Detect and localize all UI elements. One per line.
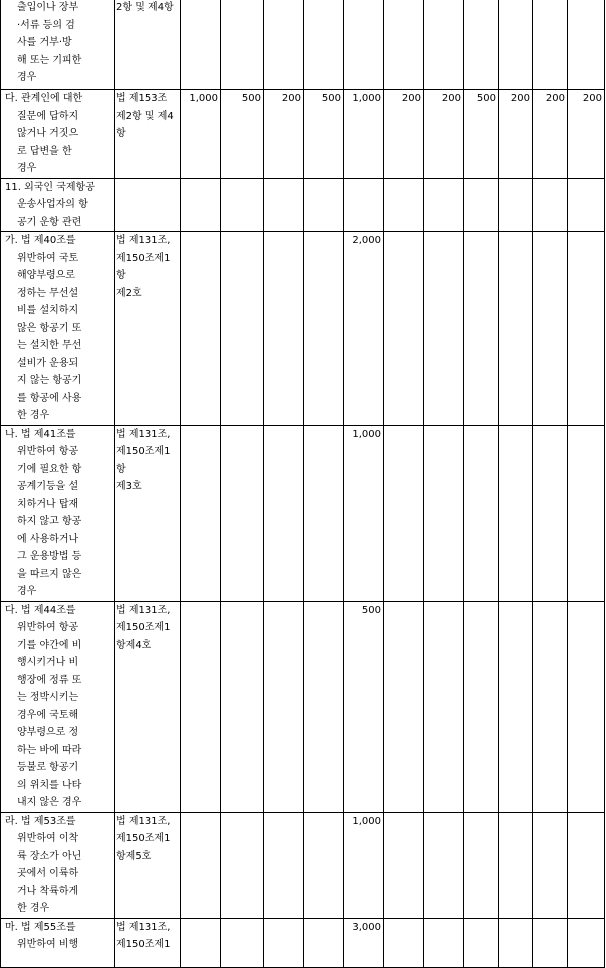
item-line: ·서류 등의 검 <box>17 19 75 31</box>
amount-cell: 200 <box>533 90 568 179</box>
law-line: 법 제131조, <box>116 604 171 616</box>
amount-cell <box>533 918 568 967</box>
amount-cell <box>464 0 499 90</box>
law-line: 법 제131조, <box>116 428 171 440</box>
amount-cell <box>181 178 221 232</box>
item-line: 경우에 국토해 <box>17 709 79 721</box>
amount-cell <box>499 918 533 967</box>
amount-cell <box>221 918 264 967</box>
law-line: 제150조제1항 <box>116 252 171 281</box>
amount-cell <box>304 425 344 601</box>
item-line: 내지 않은 경우 <box>17 797 82 808</box>
item-cell <box>1 90 115 179</box>
amount-cell: 1,000 <box>344 425 384 601</box>
amount-cell: 500 <box>221 90 264 179</box>
item-line: 하지 않고 항공 <box>17 516 82 527</box>
amount-cell <box>304 178 344 232</box>
item-line: 기에 필요한 항 <box>17 463 82 475</box>
law-line: 법 제153조 <box>116 93 168 104</box>
item-line: 나. 법 제41조를 <box>5 428 76 440</box>
amount-cell <box>384 0 424 90</box>
amount-cell <box>344 0 384 90</box>
amount-cell <box>384 918 424 967</box>
item-line: 사를 거부·방 <box>17 37 72 48</box>
amount-cell <box>499 178 533 232</box>
item-line: 한 경우 <box>17 903 50 914</box>
item-cell <box>1 601 115 812</box>
amount-cell: 500 <box>344 601 384 812</box>
amount-cell <box>568 601 605 812</box>
item-line: 치하거나 탑재 <box>17 498 79 510</box>
item-line: 정하는 무선설 <box>17 287 79 299</box>
item-line: 를 항공에 사용 <box>17 392 82 404</box>
item-cell <box>1 178 115 232</box>
amount-cell <box>304 0 344 90</box>
amount-cell <box>221 425 264 601</box>
item-line: 라. 법 제53조를 <box>5 815 76 827</box>
amount-cell <box>533 0 568 90</box>
amount-cell <box>568 812 605 918</box>
amount-cell: 500 <box>464 90 499 179</box>
law-cell <box>115 601 181 812</box>
item-line: 경우 <box>17 72 37 83</box>
item-line: 륙 장소가 아닌 <box>17 850 82 862</box>
amount-cell <box>304 918 344 967</box>
law-cell <box>115 425 181 601</box>
amount-cell <box>464 918 499 967</box>
amount-cell <box>264 178 304 232</box>
amount-cell <box>181 812 221 918</box>
amount-cell <box>304 232 344 426</box>
law-line: 법 제131조, <box>116 921 171 933</box>
amount-cell <box>499 232 533 426</box>
amount-cell: 200 <box>568 90 605 179</box>
item-line: 11. 외국인 국제항공 <box>5 181 95 193</box>
amount-cell <box>464 601 499 812</box>
amount-cell: 1,000 <box>344 90 384 179</box>
item-line: 곳에서 이륙하 <box>17 868 79 879</box>
amount-cell <box>499 0 533 90</box>
item-line: 질문에 답하지 <box>17 110 79 122</box>
item-line: 그 운용방법 등 <box>17 551 82 562</box>
amount-cell <box>344 178 384 232</box>
amount-cell <box>264 812 304 918</box>
amount-cell <box>424 425 464 601</box>
amount-cell <box>533 178 568 232</box>
amount-cell <box>533 425 568 601</box>
item-line: 공계기등을 설 <box>17 481 79 492</box>
item-line: 양부령으로 정 <box>17 727 79 738</box>
law-cell <box>115 178 181 232</box>
amount-cell <box>568 918 605 967</box>
item-line: 공기 운항 관련 <box>17 216 82 228</box>
amount-cell <box>384 601 424 812</box>
table-row <box>1 178 605 232</box>
item-line: 에 사용하거나 <box>17 533 79 545</box>
amount-cell <box>384 812 424 918</box>
item-line: 다. 법 제44조를 <box>5 604 76 616</box>
amount-cell <box>499 425 533 601</box>
item-cell <box>1 425 115 601</box>
item-line: 위반하여 국토 <box>17 252 79 264</box>
table-row <box>1 812 605 918</box>
item-line: 위반하여 비행 <box>17 939 79 950</box>
law-line: 2항 및 제4항 <box>116 2 174 13</box>
law-line: 법 제131조, <box>116 815 171 827</box>
amount-cell <box>264 601 304 812</box>
law-line: 제2항 및 제4 <box>116 110 174 122</box>
amount-cell: 1,000 <box>344 812 384 918</box>
amount-cell <box>304 812 344 918</box>
amount-cell <box>181 918 221 967</box>
amount-cell <box>264 918 304 967</box>
amount-cell <box>424 178 464 232</box>
item-line: 가. 법 제40조를 <box>5 235 76 246</box>
amount-cell <box>221 812 264 918</box>
amount-cell <box>424 918 464 967</box>
amount-cell <box>568 232 605 426</box>
law-line: 제150조제1 <box>116 833 171 844</box>
item-line: 해양부령으로 <box>17 270 75 281</box>
law-line: 항 <box>116 128 126 139</box>
table-row <box>1 601 605 812</box>
amount-cell: 3,000 <box>344 918 384 967</box>
law-cell <box>115 90 181 179</box>
item-line: 는 설치한 무선 <box>17 340 82 351</box>
item-line: 위반하여 항공 <box>17 622 79 633</box>
table-row <box>1 90 605 179</box>
amount-cell <box>464 178 499 232</box>
item-line: 않거나 거짓으 <box>17 128 79 139</box>
item-line: 경우 <box>17 163 37 174</box>
law-cell <box>115 812 181 918</box>
amount-cell: 1,000 <box>181 90 221 179</box>
amount-cell <box>464 425 499 601</box>
amount-cell <box>533 601 568 812</box>
amount-cell <box>304 601 344 812</box>
item-line: 행장에 정류 또 <box>17 674 82 686</box>
amount-cell: 200 <box>499 90 533 179</box>
item-line: 마. 법 제55조를 <box>5 921 76 933</box>
amount-cell <box>424 232 464 426</box>
amount-cell <box>221 0 264 90</box>
item-line: 는 정박시키는 <box>17 692 79 703</box>
amount-cell <box>424 0 464 90</box>
item-line: 않은 항공기 또 <box>17 322 82 334</box>
table-row <box>1 0 605 90</box>
law-line: 법 제131조, <box>116 235 171 246</box>
amount-cell <box>424 601 464 812</box>
law-line: 항제5호 <box>116 850 152 862</box>
item-cell <box>1 0 115 90</box>
law-line: 제150조제1 <box>116 939 171 950</box>
table-row <box>1 425 605 601</box>
amount-cell <box>264 425 304 601</box>
amount-cell <box>568 178 605 232</box>
item-cell <box>1 918 115 967</box>
item-line: 해 또는 기피한 <box>17 54 82 66</box>
amount-cell <box>221 601 264 812</box>
table-body <box>1 0 605 967</box>
amount-cell <box>221 178 264 232</box>
amount-cell: 200 <box>424 90 464 179</box>
amount-cell <box>533 232 568 426</box>
law-cell <box>115 918 181 967</box>
amount-cell: 200 <box>264 90 304 179</box>
item-cell <box>1 812 115 918</box>
law-cell <box>115 232 181 426</box>
item-line: 운송사업자의 항 <box>17 199 88 210</box>
item-line: 의 위치를 나타 <box>17 779 82 791</box>
item-line: 등불로 항공기 <box>17 762 79 773</box>
law-line: 제150조제1항 <box>116 446 171 475</box>
item-line: 경우 <box>17 586 37 597</box>
amount-cell <box>181 601 221 812</box>
item-line: 출입이나 장부 <box>17 2 79 13</box>
amount-cell <box>499 812 533 918</box>
amount-cell <box>264 0 304 90</box>
amount-cell: 500 <box>304 90 344 179</box>
amount-cell <box>384 232 424 426</box>
item-cell <box>1 232 115 426</box>
amount-cell <box>568 0 605 90</box>
item-line: 하는 바에 따라 <box>17 744 82 756</box>
amount-cell: 2,000 <box>344 232 384 426</box>
amount-cell <box>533 812 568 918</box>
item-line: 비를 설치하지 <box>17 305 79 316</box>
item-line: 행시키거나 비 <box>17 657 79 668</box>
item-line: 로 답변을 한 <box>17 145 72 157</box>
item-line: 위반하여 이착 <box>17 833 79 844</box>
amount-cell <box>464 812 499 918</box>
law-cell <box>115 0 181 90</box>
law-line: 항제4호 <box>116 639 152 651</box>
table-row <box>1 232 605 426</box>
amount-cell <box>221 232 264 426</box>
amount-cell <box>568 425 605 601</box>
item-line: 위반하여 항공 <box>17 446 79 457</box>
law-line: 제3호 <box>116 481 142 492</box>
item-line: 기를 야간에 비 <box>17 639 82 651</box>
item-line: 설비가 운용되 <box>17 357 79 369</box>
amount-cell <box>181 0 221 90</box>
law-line: 제150조제1 <box>116 622 171 633</box>
item-line: 지 않는 항공기 <box>17 375 82 386</box>
amount-cell <box>181 425 221 601</box>
item-line: 거나 착륙하게 <box>17 885 79 897</box>
item-line: 다. 관계인에 대한 <box>5 93 83 104</box>
item-line: 을 따르지 않은 <box>17 568 82 580</box>
amount-cell <box>424 812 464 918</box>
amount-cell <box>464 232 499 426</box>
table-row <box>1 918 605 967</box>
amount-cell <box>384 178 424 232</box>
amount-cell <box>181 232 221 426</box>
item-line: 한 경우 <box>17 410 50 421</box>
amount-cell <box>499 601 533 812</box>
amount-cell: 200 <box>384 90 424 179</box>
amount-cell <box>264 232 304 426</box>
amount-cell <box>384 425 424 601</box>
law-line: 제2호 <box>116 287 142 299</box>
